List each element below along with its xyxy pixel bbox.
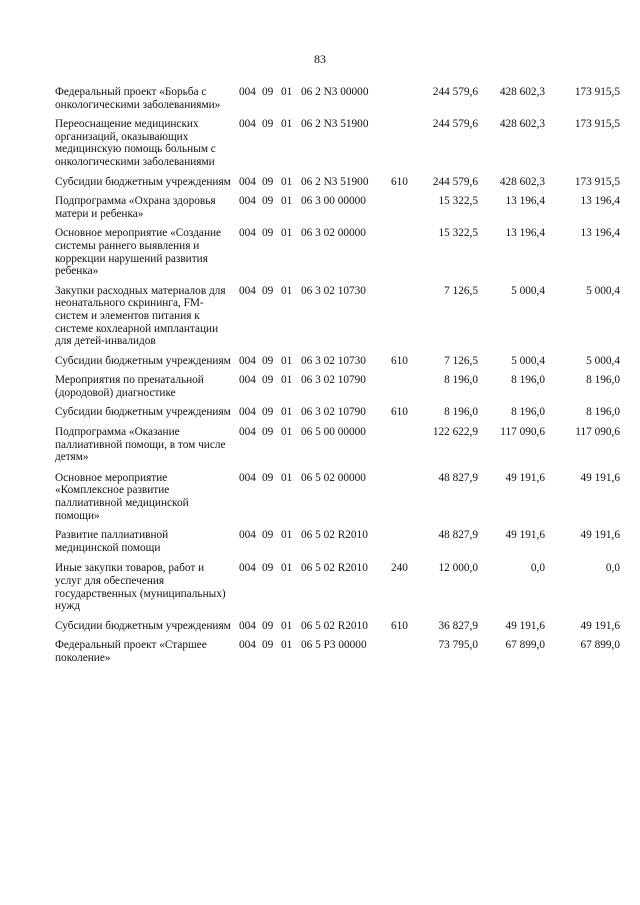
amount-year-3: 173 915,5 xyxy=(574,175,620,188)
section-code: 09 xyxy=(262,639,274,652)
subsection-code: 01 xyxy=(281,529,293,542)
amount-year-3: 8 196,0 xyxy=(586,374,620,387)
ministry-code: 004 xyxy=(239,118,256,131)
ministry-code: 004 xyxy=(239,471,256,484)
expense-type-code: 240 xyxy=(391,562,408,575)
subsection-code: 01 xyxy=(281,374,293,387)
subsection-code: 01 xyxy=(281,118,293,131)
row-name: Иные закупки товаров, работ и услуг для обеспечения государственных (муниципальных) нужд xyxy=(55,562,226,613)
expense-type-code: 610 xyxy=(391,406,408,419)
row-name: Субсидии бюджетным учреждениям xyxy=(55,354,231,367)
amount-year-1: 48 827,9 xyxy=(438,471,478,484)
target-article-code: 06 2 N3 00000 xyxy=(301,86,369,98)
amount-year-3: 8 196,0 xyxy=(586,406,620,419)
amount-year-3: 173 915,5 xyxy=(574,118,620,131)
amount-year-3: 67 899,0 xyxy=(580,639,620,652)
amount-year-3: 0,0 xyxy=(605,562,620,575)
target-article-code: 06 3 02 10730 xyxy=(301,284,366,297)
amount-year-1: 244 579,6 xyxy=(432,118,478,131)
ministry-code: 004 xyxy=(239,619,256,632)
subsection-code: 01 xyxy=(281,354,293,367)
target-article-code: 06 5 02 00000 xyxy=(301,471,366,484)
amount-year-2: 428 602,3 xyxy=(499,118,545,131)
amount-year-1: 15 322,5 xyxy=(438,195,478,208)
table-row xyxy=(55,86,625,111)
budget-table xyxy=(55,86,625,665)
amount-year-3: 117 090,6 xyxy=(575,426,620,439)
subsection-code: 01 xyxy=(281,619,293,632)
section-code: 09 xyxy=(262,195,274,208)
section-code: 09 xyxy=(262,354,274,367)
ministry-code: 004 xyxy=(239,195,256,208)
section-code: 09 xyxy=(262,406,274,419)
section-code: 09 xyxy=(262,118,274,131)
section-code: 09 xyxy=(262,227,274,240)
ministry-code: 004 xyxy=(239,354,256,367)
amount-year-3: 173 915,5 xyxy=(574,86,620,98)
amount-year-2: 428 602,3 xyxy=(499,86,545,98)
amount-year-3: 5 000,4 xyxy=(586,354,620,367)
table-row xyxy=(55,355,625,368)
section-code: 09 xyxy=(262,175,274,188)
table-row xyxy=(55,285,625,348)
page-number: 83 xyxy=(314,52,326,66)
amount-year-1: 15 322,5 xyxy=(438,227,478,240)
row-name: Подпрограмма «Оказание паллиативной помощи, в том числе детям» xyxy=(55,426,226,464)
target-article-code: 06 5 P3 00000 xyxy=(301,639,367,652)
target-article-code: 06 5 02 R2010 xyxy=(301,529,368,542)
target-article-code: 06 3 02 00000 xyxy=(301,227,366,240)
section-code: 09 xyxy=(262,374,274,387)
amount-year-2: 67 899,0 xyxy=(505,639,545,652)
amount-year-1: 12 000,0 xyxy=(438,562,478,575)
amount-year-1: 244 579,6 xyxy=(432,175,478,188)
amount-year-1: 73 795,0 xyxy=(438,639,478,652)
section-code: 09 xyxy=(262,619,274,632)
amount-year-1: 7 126,5 xyxy=(444,354,478,367)
subsection-code: 01 xyxy=(281,406,293,419)
ministry-code: 004 xyxy=(239,175,256,188)
ministry-code: 004 xyxy=(239,406,256,419)
amount-year-2: 5 000,4 xyxy=(511,354,545,367)
section-code: 09 xyxy=(262,529,274,542)
target-article-code: 06 3 02 10790 xyxy=(301,406,366,419)
amount-year-2: 0,0 xyxy=(530,562,545,575)
target-article-code: 06 2 N3 51900 xyxy=(301,175,369,188)
amount-year-2: 8 196,0 xyxy=(511,406,545,419)
amount-year-1: 8 196,0 xyxy=(444,406,478,419)
row-name: Федеральный проект «Борьба с онкологическими заболеваниями» xyxy=(55,86,221,111)
amount-year-3: 49 191,6 xyxy=(580,471,620,484)
target-article-code: 06 3 02 10730 xyxy=(301,354,366,367)
ministry-code: 004 xyxy=(239,529,256,542)
amount-year-1: 8 196,0 xyxy=(444,374,478,387)
row-name: Федеральный проект «Старшее поколение» xyxy=(55,639,207,664)
table-row xyxy=(55,227,625,277)
amount-year-3: 5 000,4 xyxy=(586,284,620,297)
subsection-code: 01 xyxy=(281,86,293,98)
subsection-code: 01 xyxy=(281,284,293,297)
amount-year-3: 49 191,6 xyxy=(580,529,620,542)
row-name: Субсидии бюджетным учреждениям xyxy=(55,175,231,188)
ministry-code: 004 xyxy=(239,374,256,387)
table-row xyxy=(55,529,625,554)
amount-year-2: 49 191,6 xyxy=(505,619,545,632)
amount-year-3: 13 196,4 xyxy=(580,227,620,240)
table-row xyxy=(55,406,625,419)
row-name: Мероприятия по пренатальной (дородовой) диагностике xyxy=(55,374,204,399)
amount-year-2: 428 602,3 xyxy=(499,175,545,188)
subsection-code: 01 xyxy=(281,639,293,652)
section-code: 09 xyxy=(262,284,274,297)
subsection-code: 01 xyxy=(281,175,293,188)
ministry-code: 004 xyxy=(239,639,256,652)
table-row xyxy=(55,639,625,664)
subsection-code: 01 xyxy=(281,426,293,439)
target-article-code: 06 5 00 00000 xyxy=(301,426,366,439)
amount-year-2: 49 191,6 xyxy=(505,529,545,542)
expense-type-code: 610 xyxy=(391,354,408,367)
amount-year-1: 36 827,9 xyxy=(438,619,478,632)
row-name: Подпрограмма «Охрана здоровья матери и ребенка» xyxy=(55,195,216,220)
subsection-code: 01 xyxy=(281,562,293,575)
amount-year-3: 49 191,6 xyxy=(580,619,620,632)
table-row xyxy=(55,562,625,612)
subsection-code: 01 xyxy=(281,227,293,240)
section-code: 09 xyxy=(262,471,274,484)
row-name: Переоснащение медицинских организаций, оказывающих медицинскую помощь больным с онкологическими заболеваниями xyxy=(55,118,216,168)
amount-year-2: 13 196,4 xyxy=(505,195,545,208)
table-row xyxy=(55,374,625,399)
target-article-code: 06 2 N3 51900 xyxy=(301,118,369,131)
ministry-code: 004 xyxy=(239,227,256,240)
section-code: 09 xyxy=(262,562,274,575)
row-name: Развитие паллиативной медицинской помощи xyxy=(55,529,169,554)
amount-year-1: 122 622,9 xyxy=(432,426,478,439)
amount-year-1: 48 827,9 xyxy=(438,529,478,542)
table-row xyxy=(55,472,625,522)
target-article-code: 06 3 02 10790 xyxy=(301,374,366,387)
section-code: 09 xyxy=(262,426,274,439)
table-row xyxy=(55,176,625,189)
target-article-code: 06 3 00 00000 xyxy=(301,195,366,208)
expense-type-code: 610 xyxy=(391,175,408,188)
table-row xyxy=(55,195,625,220)
amount-year-2: 117 090,6 xyxy=(500,426,545,439)
amount-year-2: 13 196,4 xyxy=(505,227,545,240)
section-code: 09 xyxy=(262,86,274,98)
ministry-code: 004 xyxy=(239,284,256,297)
table-row xyxy=(55,426,625,464)
target-article-code: 06 5 02 R2010 xyxy=(301,619,368,632)
amount-year-1: 7 126,5 xyxy=(444,284,478,297)
target-article-code: 06 5 02 R2010 xyxy=(301,562,368,575)
amount-year-3: 13 196,4 xyxy=(580,195,620,208)
subsection-code: 01 xyxy=(281,195,293,208)
row-name: Основное мероприятие «Создание системы раннего выявления и коррекции нарушений развития ребенка» xyxy=(55,227,222,278)
table-row xyxy=(55,118,625,168)
subsection-code: 01 xyxy=(281,471,293,484)
row-name: Субсидии бюджетным учреждениям xyxy=(55,619,231,632)
row-name: Закупки расходных материалов для неонатального скрининга, FM-систем и элементов питания к системе кохлеарной имплантации для детей-инвалидов xyxy=(55,284,226,348)
amount-year-2: 8 196,0 xyxy=(511,374,545,387)
ministry-code: 004 xyxy=(239,86,256,98)
amount-year-1: 244 579,6 xyxy=(432,86,478,98)
row-name: Основное мероприятие «Комплексное развитие паллиативной медицинской помощи» xyxy=(55,471,189,522)
ministry-code: 004 xyxy=(239,426,256,439)
amount-year-2: 5 000,4 xyxy=(511,284,545,297)
amount-year-2: 49 191,6 xyxy=(505,471,545,484)
ministry-code: 004 xyxy=(239,562,256,575)
row-name: Субсидии бюджетным учреждениям xyxy=(55,406,231,419)
expense-type-code: 610 xyxy=(391,619,408,632)
table-row xyxy=(55,620,625,633)
